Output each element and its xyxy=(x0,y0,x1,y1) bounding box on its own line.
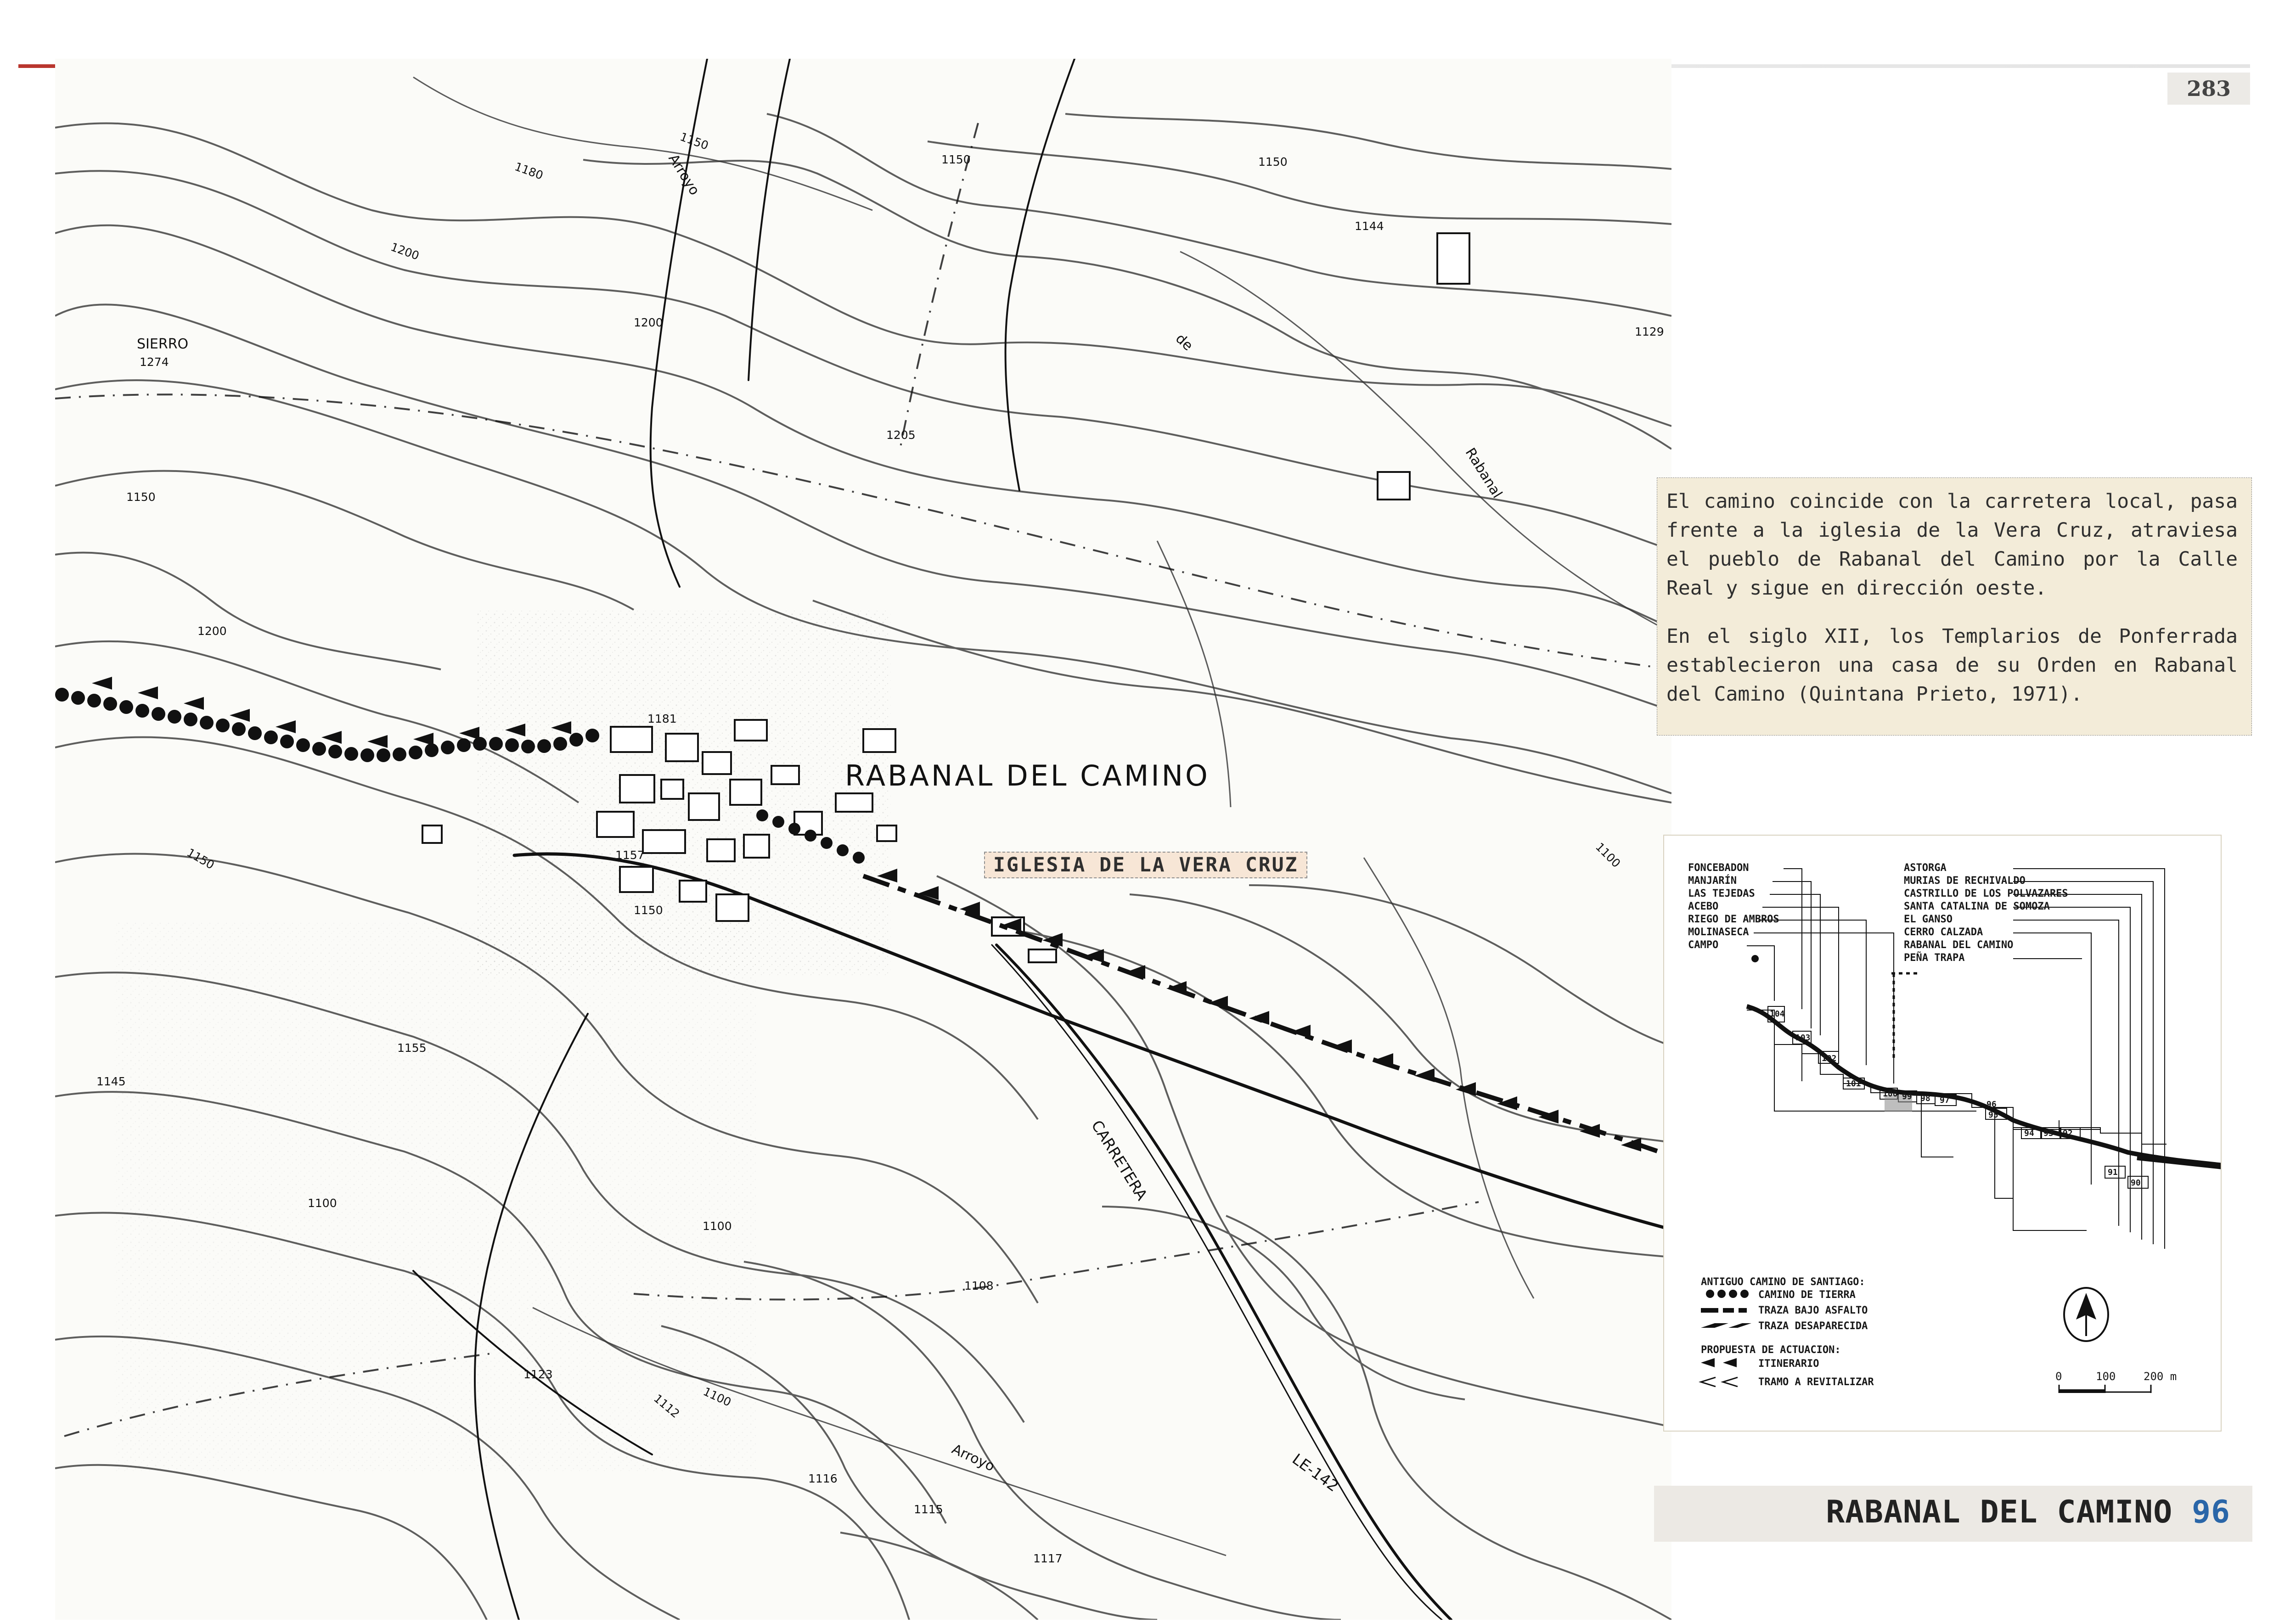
stream-label-rabanal: Rabanal xyxy=(1462,445,1505,501)
profile-number: 96 xyxy=(1986,1100,1997,1109)
legend-propuesta-item: TRAMO A REVITALIZAR xyxy=(1758,1376,1874,1388)
legend-place-right: SANTA CATALINA DE SOMOZA xyxy=(1904,901,2050,912)
stream-label-arroyo-north: Arroyo xyxy=(665,151,703,198)
description-paragraph-1: El camino coincide con la carretera local, pasa frente a la iglesia de la Vera Cruz, atraviesa el pueblo de Rabanal del Camino por la Calle Real y sigue en dirección oeste. xyxy=(1666,490,2238,600)
profile-number: 97 xyxy=(1940,1095,1950,1105)
route-legend-card xyxy=(1663,835,2222,1432)
profile-number: 101 xyxy=(1846,1079,1861,1089)
profile-number: 104 xyxy=(1770,1009,1785,1019)
elevation-label: 1155 xyxy=(397,1041,427,1055)
church-label: IGLESIA DE LA VERA CRUZ xyxy=(984,852,1307,878)
scale-label-200: 200 m xyxy=(2144,1370,2177,1383)
profile-number: 99 xyxy=(1902,1092,1912,1101)
peak-elevation-label: 1274 xyxy=(140,355,169,369)
profile-number: 93 xyxy=(2043,1129,2054,1138)
legend-place-right: ASTORGA xyxy=(1904,862,1947,874)
legend-place-left: FONCEBADON xyxy=(1688,862,1749,874)
legend-place-right: EL GANSO xyxy=(1904,914,1953,925)
peak-label: SIERRO xyxy=(137,336,189,352)
elevation-label: 1150 xyxy=(634,904,663,917)
elevation-label: 1116 xyxy=(808,1472,838,1485)
profile-number: 95 xyxy=(1988,1110,1998,1120)
legend-camino-header: ANTIGUO CAMINO DE SANTIAGO: xyxy=(1701,1276,1865,1288)
page-title-name: RABANAL DEL CAMINO xyxy=(1826,1494,2173,1530)
profile-number: 94 xyxy=(2024,1129,2034,1138)
elevation-label: 1117 xyxy=(1033,1552,1063,1565)
scale-label-0: 0 xyxy=(2055,1370,2062,1383)
town-name-label: RABANAL DEL CAMINO xyxy=(845,759,1210,792)
elevation-label: 1129 xyxy=(1635,325,1664,338)
legend-camino-item: TRAZA DESAPARECIDA xyxy=(1758,1320,1868,1332)
elevation-label: 1100 xyxy=(701,1384,733,1410)
elevation-label: 1150 xyxy=(126,490,156,504)
camino-arrows-east xyxy=(877,869,1641,1151)
elevation-label: 1200 xyxy=(197,624,227,638)
stream-label-de: de xyxy=(1172,330,1196,354)
legend-camino-item: TRAZA BAJO ASFALTO xyxy=(1758,1305,1868,1316)
elevation-label: 1180 xyxy=(512,159,545,183)
profile-number: 103 xyxy=(1795,1033,1811,1043)
legend-camino-item: CAMINO DE TIERRA xyxy=(1758,1289,1856,1301)
legend-place-left: ACEBO xyxy=(1688,901,1719,912)
legend-place-right: MURIAS DE RECHIVALDO xyxy=(1904,875,2026,887)
profile-number: 92 xyxy=(2063,1129,2073,1138)
road-code-label: LE-142 xyxy=(1289,1450,1342,1495)
elevation-label: 1100 xyxy=(703,1219,732,1233)
map-drawing xyxy=(55,59,1671,1620)
elevation-label: 1181 xyxy=(647,712,677,725)
legend-place-left: MANJARÍN xyxy=(1688,875,1737,887)
elevation-label: 1150 xyxy=(678,129,710,153)
elevation-label: 1200 xyxy=(634,316,663,329)
legend-place-left: LAS TEJEDAS xyxy=(1688,888,1755,899)
elevation-label: 1112 xyxy=(651,1391,682,1421)
elevation-label: 1100 xyxy=(308,1196,337,1210)
profile-number: 102 xyxy=(1822,1054,1837,1063)
legend-place-right: RABANAL DEL CAMINO xyxy=(1904,939,2014,951)
elevation-label: 1157 xyxy=(615,848,645,862)
stream-label-arroyo-south: Arroyo xyxy=(949,1441,997,1475)
elevation-label: 1205 xyxy=(886,428,916,442)
elevation-label: 1100 xyxy=(1593,840,1623,870)
profile-number: 91 xyxy=(2108,1168,2118,1177)
description-paragraph-2: En el siglo XII, los Templarios de Ponferrada establecieron una casa de su Orden en Rabanal del Camino (Quintana Prieto, 1971). xyxy=(1666,625,2238,706)
legend-place-right: CERRO CALZADA xyxy=(1904,927,1983,938)
page-title-strip xyxy=(1654,1486,2252,1542)
elevation-label: 1115 xyxy=(914,1503,943,1516)
field-texture xyxy=(115,922,758,1473)
elevation-label: 1200 xyxy=(388,240,421,263)
elevation-label: 1108 xyxy=(964,1279,994,1292)
legend-place-right: CASTRILLO DE LOS POLVAZARES xyxy=(1904,888,2068,899)
profile-number: 90 xyxy=(2131,1178,2141,1188)
elevation-label: 1150 xyxy=(1258,155,1288,168)
elevation-label: 1145 xyxy=(96,1075,126,1088)
profile-number: 98 xyxy=(1920,1094,1930,1103)
topographic-map[interactable] xyxy=(55,59,1671,1620)
elevation-label: 1144 xyxy=(1355,219,1384,233)
page-title xyxy=(1826,1494,2230,1530)
profile-number: 100 xyxy=(1883,1089,1898,1099)
scale-label-100: 100 xyxy=(2096,1370,2116,1383)
page-number: 283 xyxy=(2167,73,2250,105)
elevation-label: 1123 xyxy=(523,1368,553,1381)
legend-propuesta-header: PROPUESTA DE ACTUACION: xyxy=(1701,1344,1841,1356)
elevation-label: 1150 xyxy=(941,153,971,166)
legend-place-right: PEÑA TRAPA xyxy=(1904,952,1965,964)
description-panel xyxy=(1657,477,2252,736)
elevation-label: 1150 xyxy=(185,846,217,872)
legend-propuesta-item: ITINERARIO xyxy=(1758,1358,1819,1370)
road-name-label: CARRETERA xyxy=(1087,1117,1151,1204)
legend-place-left: MOLINASECA xyxy=(1688,927,1749,938)
page-title-number: 96 xyxy=(2192,1494,2230,1530)
north-arrow-icon xyxy=(2059,1280,2114,1349)
legend-place-left: RIEGO DE AMBROS xyxy=(1688,914,1779,925)
legend-place-left: CAMPO xyxy=(1688,939,1719,951)
